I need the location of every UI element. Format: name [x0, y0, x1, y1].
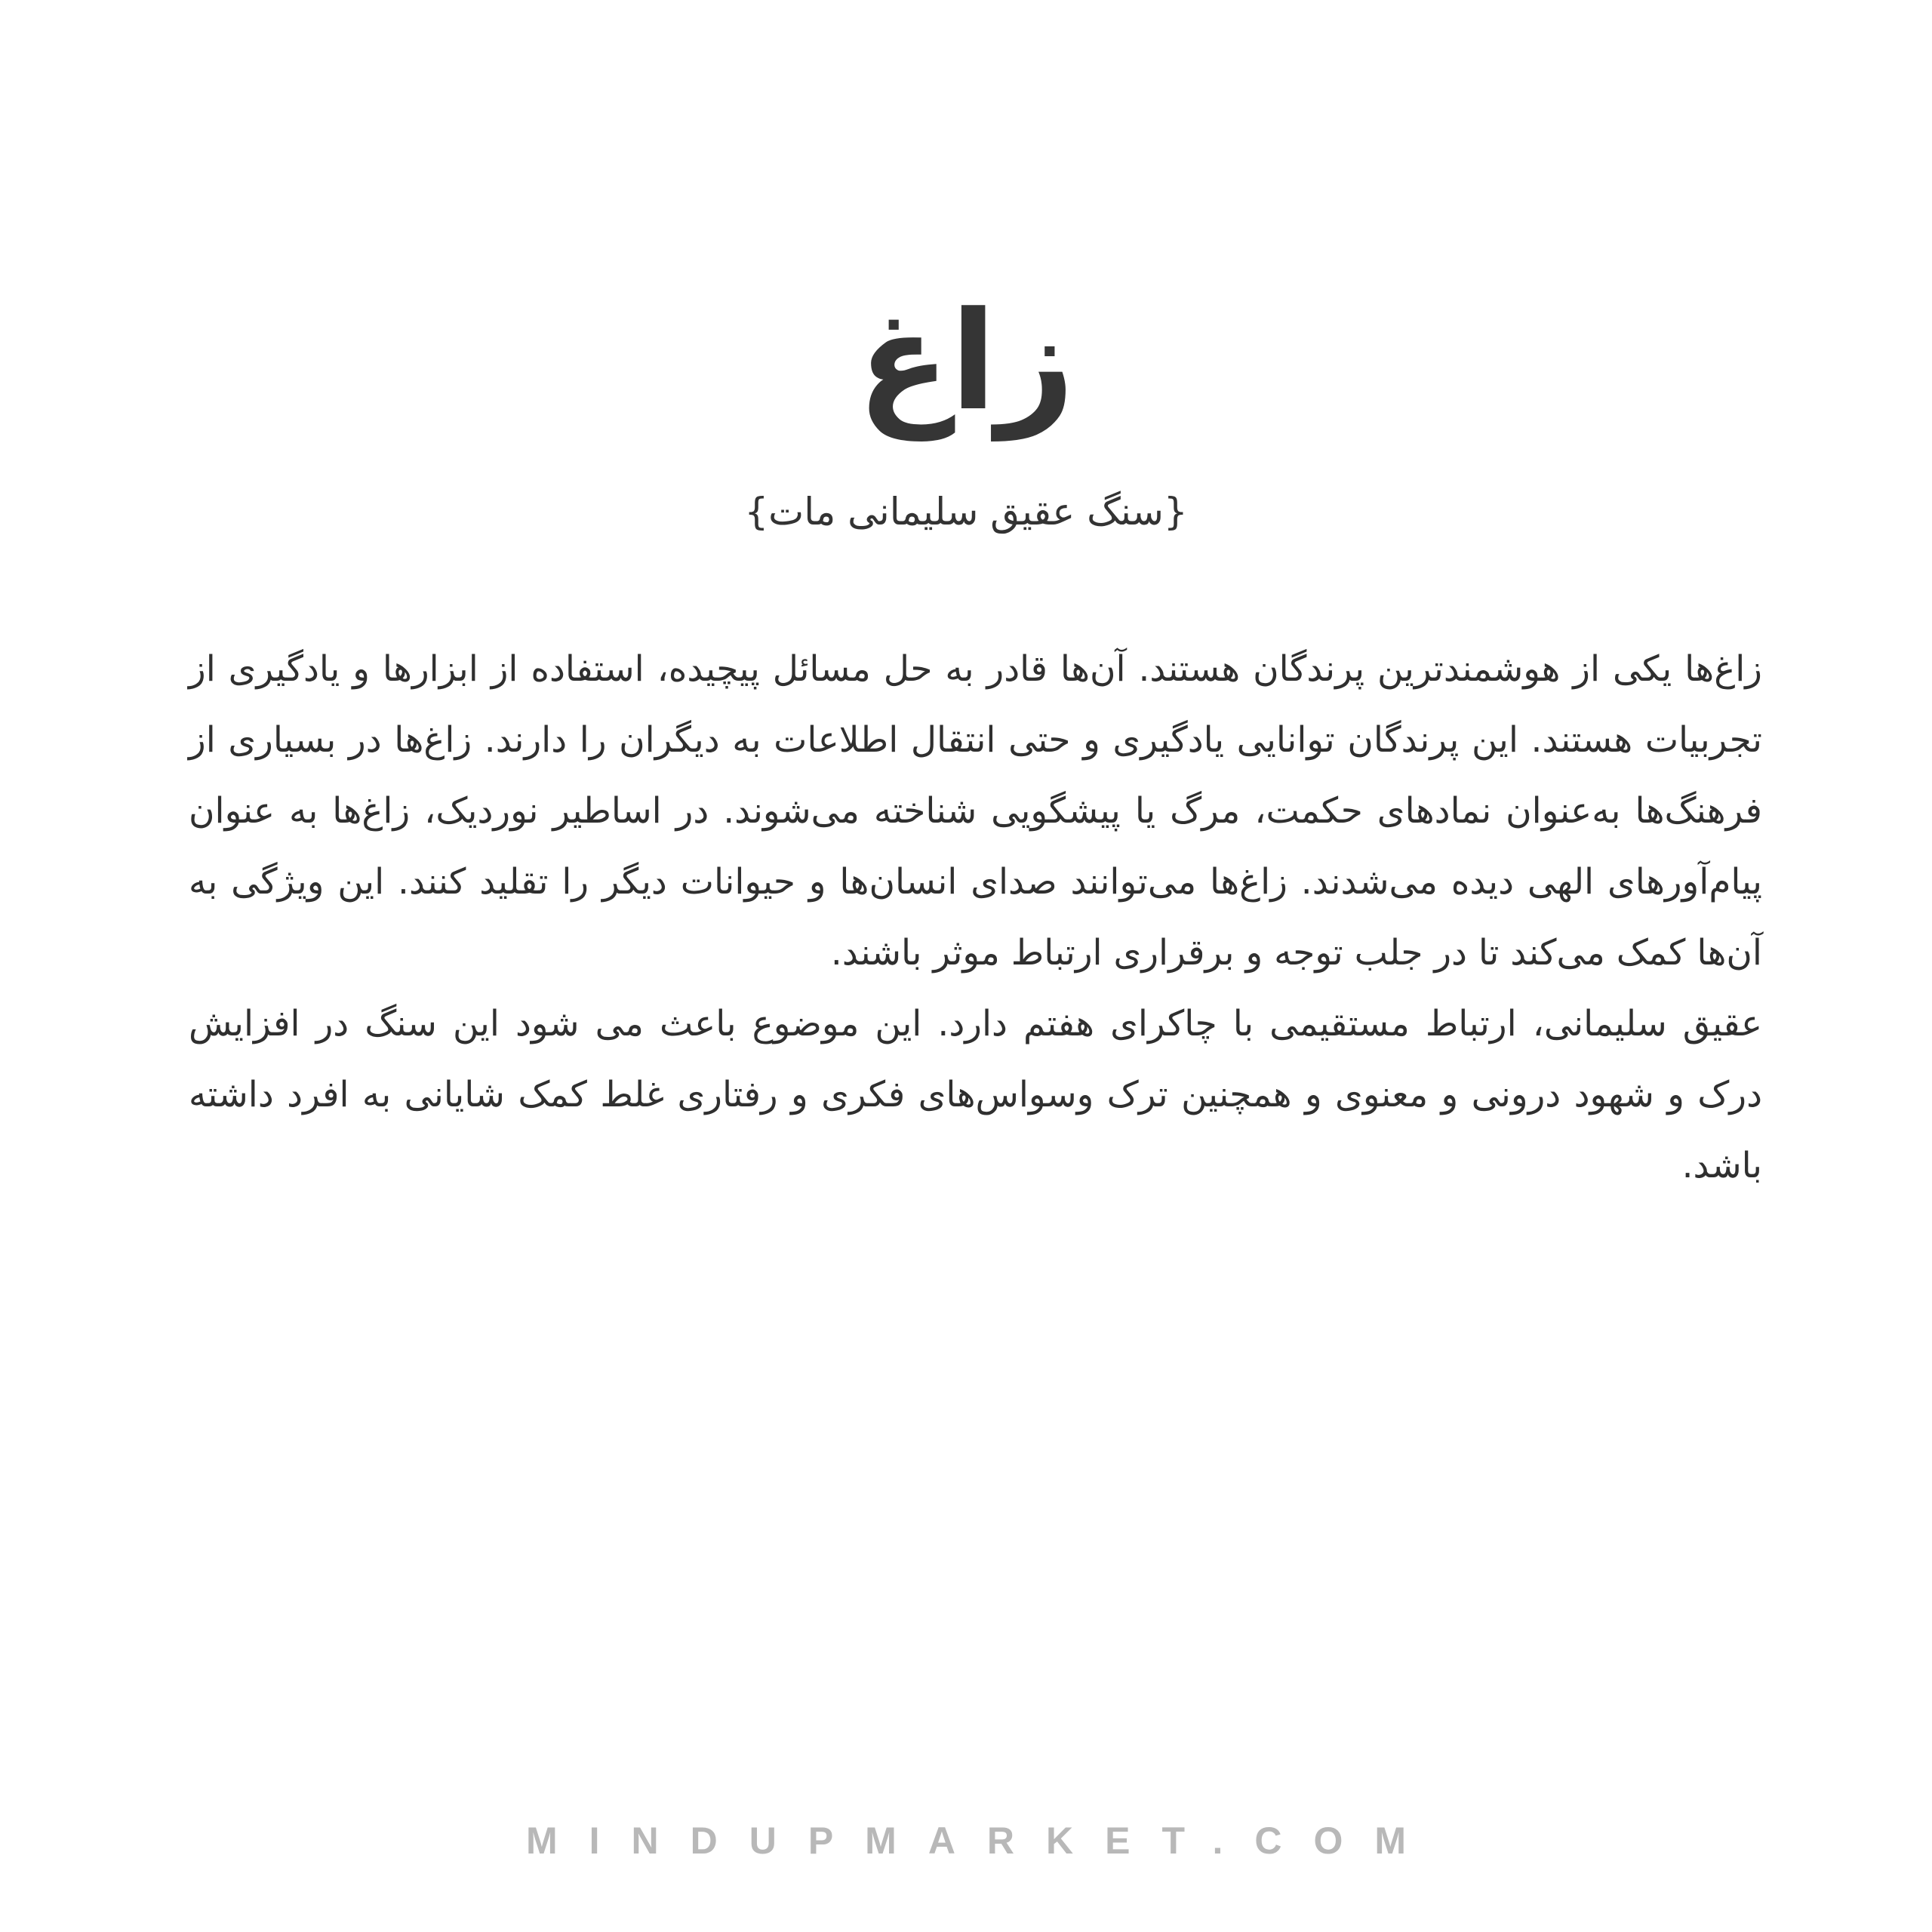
page-title: زاغ [857, 283, 1075, 441]
paragraph-agate: عقیق سلیمانی، ارتباط مستقیمی با چاکرای هفتم دارد. این موضوع باعث می شود این سنگ در افزایش درک و شهود درونی و معنوی و همچنین ترک وسواس‌های فکری و رفتاری غلط کمک شایانی به افرد داشته باشد. [189, 1003, 1762, 1186]
paragraph-ravens: زاغ‌ها یکی از هوشمندترین پرندگان هستند. آن‌ها قادر به حل مسائل پیچیده، استفاده از ابزارها و یادگیری از تجربیات هستند. این پرندگان توانایی یادگیری و حتی انتقال اطلاعات به دیگران را دارند. زاغ‌ها در بسیاری از فرهنگ‌ها به‌عنوان نمادهای حکمت، مرگ یا پیشگویی شناخته می‌شوند. در اساطیر نوردیک، زاغ‌ها به عنوان پیام‌آورهای الهی دیده می‌شدند. زاغ‌ها می‌توانند صدای انسان‌ها و حیوانات دیگر را تقلید کنند. این ویژگی به آن‌ها کمک می‌کند تا در جلب توجه و برقراری ارتباط موثر باشند. [189, 648, 1762, 974]
body-text [189, 634, 1762, 1201]
subtitle: {سنگ عقیق سلیمانی مات} [744, 490, 1188, 534]
footer-website: MINDUPMARKET.COM [525, 1820, 1438, 1862]
